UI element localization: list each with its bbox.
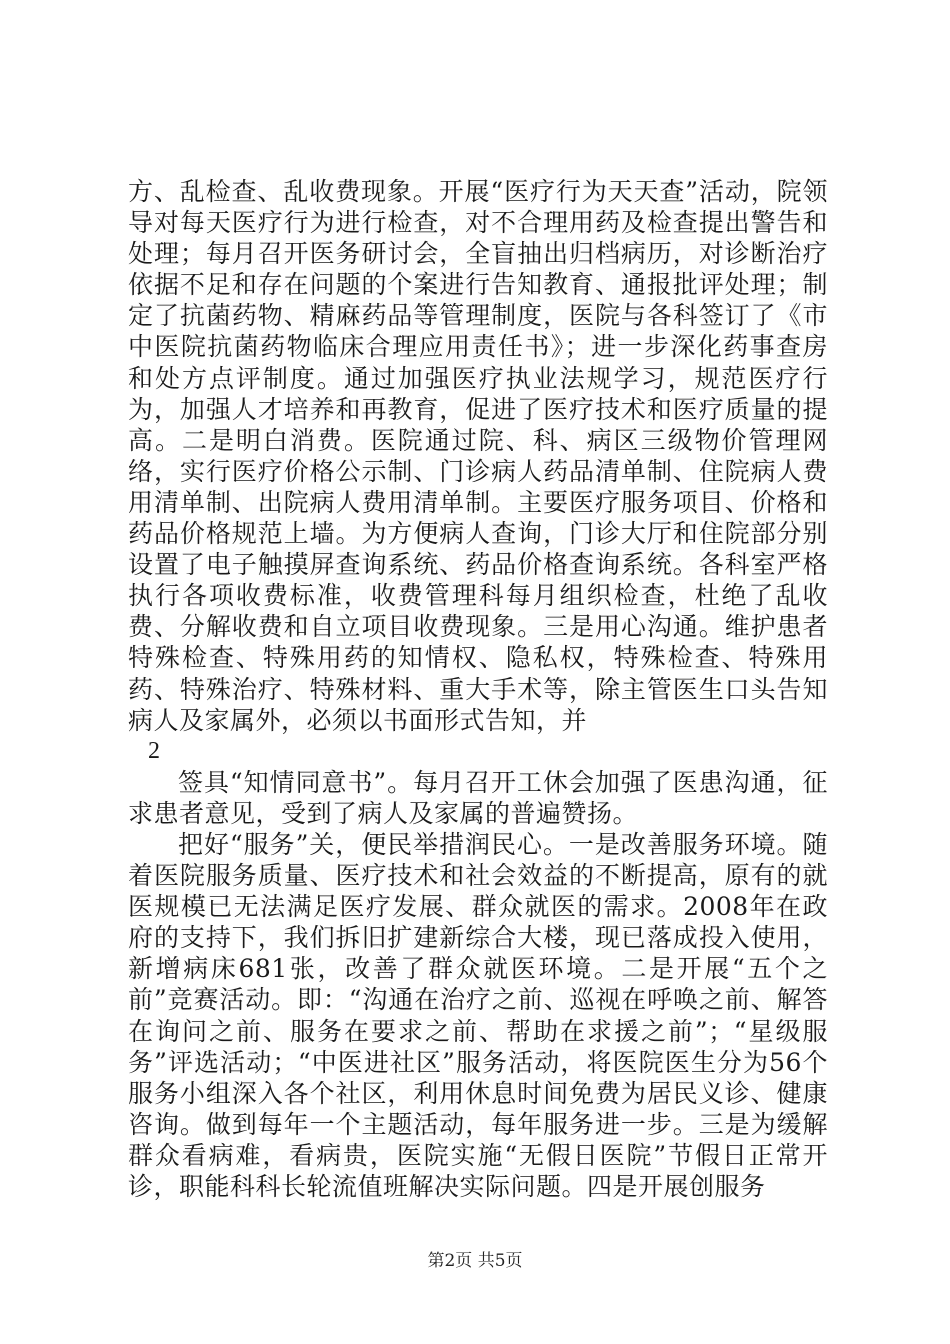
- paragraph-2: 签具“知情同意书”。每月召开工休会加强了医患沟通，征求患者意见，受到了病人及家属的普遍赞扬。: [128, 767, 828, 828]
- page-footer: 第2页 共5页: [427, 1251, 523, 1271]
- body-text: [128, 176, 828, 1202]
- inline-page-number: 2: [148, 737, 161, 764]
- paragraph-1: 方、乱检查、乱收费现象。开展“医疗行为天天查”活动，院领导对每天医疗行为进行检查，对不合理用药及检查提出警告和处理；每月召开医务研讨会，全盲抽出归档病历，对诊断治疗依据不足和存在问题的个案进行告知教育、通报批评处理；制定了抗菌药物、精麻药品等管理制度，医院与各科签订了《市中医院抗菌药物临床合理应用责任书》；进一步深化药事查房和处方点评制度。通过加强医疗执业法规学习，规范医疗行为，加强人才培养和再教育，促进了医疗技术和医疗质量的提高。二是明白消费。医院通过院、科、病区三级物价管理网络，实行医疗价格公示制、门诊病人药品清单制、住院病人费用清单制、出院病人费用清单制。主要医疗服务项目、价格和药品价格规范上墙。为方便病人查询，门诊大厅和住院部分别设置了电子触摸屏查询系统、药品价格查询系统。各科室严格执行各项收费标准，收费管理科每月组织检查，杜绝了乱收费、分解收费和自立项目收费现象。三是用心沟通。维护患者特殊检查、特殊用药的知情权、隐私权，特殊检查、特殊用药、特殊治疗、特殊材料、重大手术等，除主管医生口头告知病人及家属外，必须以书面形式告知，并: [128, 177, 828, 735]
- paragraph-3: 把好“服务”关，便民举措润民心。一是改善服务环境。随着医院服务质量、医疗技术和社会效益的不断提高，原有的就医规模已无法满足医疗发展、群众就医的需求。2008年在政府的支持下，我们拆旧扩建新综合大楼，现已落成投入使用，新增病床681张，改善了群众就医环境。二是开展“五个之前”竞赛活动。即：“沟通在治疗之前、巡视在呼唤之前、解答在询问之前、服务在要求之前、帮助在求援之前”；“星级服务”评选活动；“中医进社区”服务活动，将医院医生分为56个服务小组深入各个社区，利用休息时间免费为居民义诊、健康咨询。做到每年一个主题活动，每年服务进一步。三是为缓解群众看病难，看病贵，医院实施“无假日医院”节假日正常开诊，职能科科长轮流值班解决实际问题。四是开展创服务: [128, 829, 828, 1201]
